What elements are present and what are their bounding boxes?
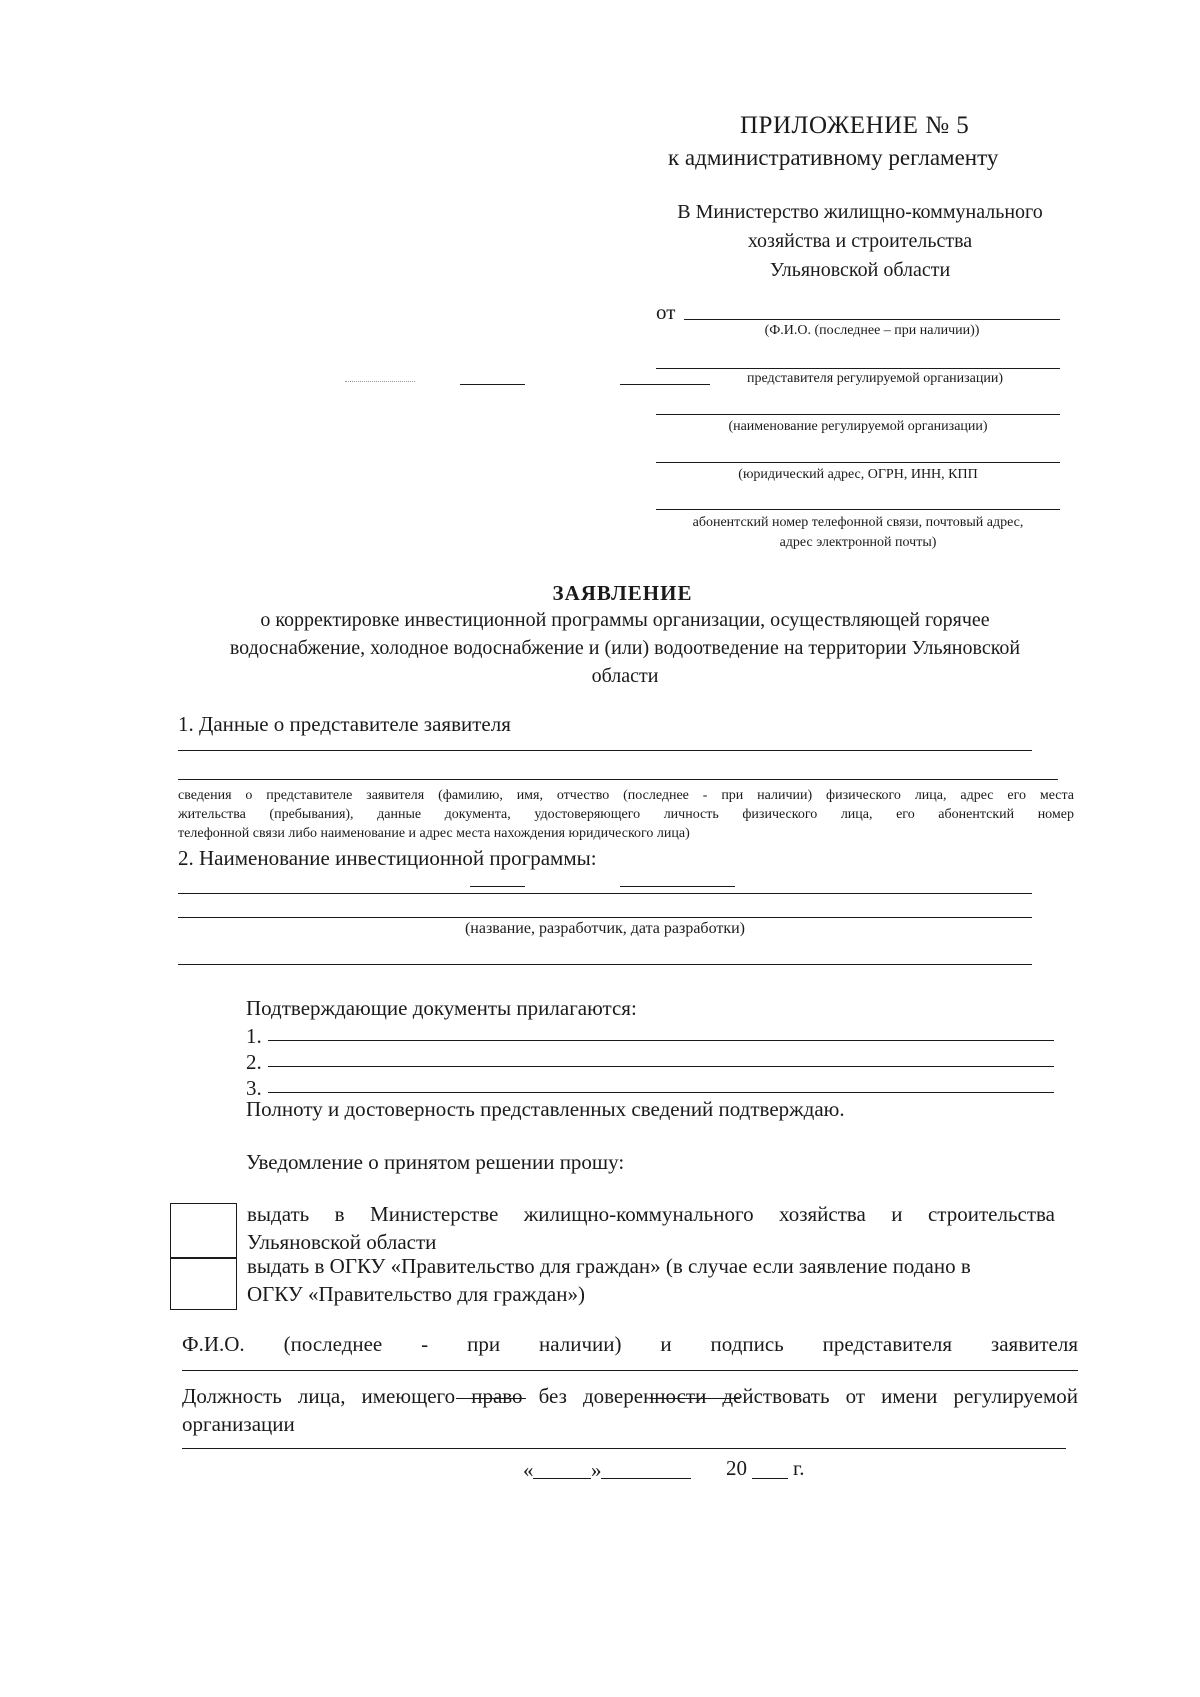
document-item-number: 3. <box>246 1076 262 1100</box>
section2-field-line[interactable] <box>178 964 1032 965</box>
option2-text <box>247 1252 1037 1308</box>
section1-note <box>178 786 1074 843</box>
date-open-quote: « <box>523 1458 534 1482</box>
position-label <box>182 1382 1078 1438</box>
document-item-line-3[interactable] <box>268 1092 1054 1093</box>
scan-artifact <box>650 1398 740 1399</box>
date-close-quote: » <box>591 1458 602 1482</box>
position-field-line[interactable] <box>182 1448 1066 1449</box>
document-item-line-2[interactable] <box>268 1066 1054 1067</box>
fio-signature-line[interactable] <box>182 1370 1078 1371</box>
org-name-field-line[interactable] <box>656 414 1060 415</box>
scan-artifact <box>620 886 735 887</box>
section1-note-line: телефонной связи либо наименование и адрес места нахождения юридического лица) <box>178 826 690 841</box>
statement-subtitle-line: водоснабжение, холодное водоснабжение и (или) водоотведение на территории Ульяновской <box>229 637 1021 659</box>
statement-subtitle-line: области <box>591 665 659 687</box>
org-name-caption: (наименование регулируемой организации) <box>728 419 988 434</box>
contact-caption <box>656 513 1060 553</box>
appendix-title: ПРИЛОЖЕНИЕ № 5 <box>740 112 970 139</box>
section1-heading: 1. Данные о представителе заявителя <box>178 712 511 736</box>
fio-signature-label: Ф.И.О. (последнее - при наличии) и подпись представителя заявителя <box>182 1332 1078 1356</box>
scan-artifact <box>460 384 525 385</box>
document-item-number: 2. <box>246 1050 262 1074</box>
position-label-line: Должность лица, имеющего право без доверенности действовать от имени регулируемой <box>182 1384 1078 1408</box>
scan-artifact <box>620 384 710 385</box>
section1-note-line: сведения о представителе заявителя (фамилию, имя, отчество (последнее - при наличии) физического лица, адрес его места <box>178 788 1074 803</box>
statement-subtitle <box>170 606 1080 690</box>
fio-field-line[interactable] <box>684 319 1060 320</box>
appendix-subtitle: к административному регламенту <box>668 145 999 170</box>
option2-checkbox[interactable] <box>170 1257 237 1310</box>
contact-caption-line: адрес электронной почты) <box>779 535 937 550</box>
representative-caption: представителя регулируемой организации) <box>746 371 1004 386</box>
legal-field-line[interactable] <box>656 462 1060 463</box>
confirmation-text: Полноту и достоверность представленных сведений подтверждаю. <box>246 1097 845 1121</box>
section2-heading: 2. Наименование инвестиционной программы: <box>178 846 597 870</box>
addressee-line: Ульяновской области <box>769 259 951 281</box>
scan-artifact <box>470 886 525 887</box>
statement-title: ЗАЯВЛЕНИЕ <box>552 581 693 605</box>
option1-text <box>247 1200 1055 1256</box>
date-month-line[interactable] <box>601 1478 691 1479</box>
date-year-prefix: 20 <box>726 1456 747 1480</box>
date-year-suffix: г. <box>793 1456 805 1480</box>
section1-field-line[interactable] <box>178 779 1058 780</box>
position-label-line: организации <box>182 1412 295 1436</box>
option2-line: ОГКУ «Правительство для граждан») <box>247 1282 585 1306</box>
option2-line: выдать в ОГКУ «Правительство для граждан» (в случае если заявление подано в <box>247 1254 971 1278</box>
contact-caption-line: абонентский номер телефонной связи, почтовый адрес, <box>692 515 1024 530</box>
scan-artifact <box>345 381 415 382</box>
section1-field-line[interactable] <box>178 750 1032 751</box>
from-label: от <box>656 300 676 324</box>
fio-caption: (Ф.И.О. (последнее – при наличии)) <box>764 323 980 338</box>
addressee-line: В Министерство жилищно-коммунального <box>677 201 1043 223</box>
date-year-line[interactable] <box>752 1478 788 1479</box>
document-item-number: 1. <box>246 1024 262 1048</box>
date-day-line[interactable] <box>533 1478 591 1479</box>
document-item-line-1[interactable] <box>268 1040 1054 1041</box>
option1-checkbox[interactable] <box>170 1203 237 1259</box>
section2-caption: (название, разработчик, дата разработки) <box>464 920 746 937</box>
addressee-block <box>640 198 1080 285</box>
option1-line: Ульяновской области <box>247 1230 437 1254</box>
section2-field-line[interactable] <box>178 917 1032 918</box>
section2-field-line[interactable] <box>178 893 1032 894</box>
option1-line: выдать в Министерстве жилищно-коммунального хозяйства и строительства <box>247 1202 1055 1226</box>
scan-artifact <box>456 1398 526 1399</box>
statement-subtitle-line: о корректировке инвестиционной программы организации, осуществляющей горячее <box>260 609 990 631</box>
legal-caption: (юридический адрес, ОГРН, ИНН, КПП <box>738 467 978 482</box>
addressee-line: хозяйства и строительства <box>747 230 973 252</box>
documents-heading: Подтверждающие документы прилагаются: <box>246 996 637 1020</box>
contact-field-line[interactable] <box>656 509 1060 510</box>
section1-note-line: жительства (пребывания), данные документа, удостоверяющего личность физического лица, его абонентский номер <box>178 807 1074 822</box>
notification-heading: Уведомление о принятом решении прошу: <box>246 1150 625 1174</box>
representative-field-line[interactable] <box>656 368 1060 369</box>
